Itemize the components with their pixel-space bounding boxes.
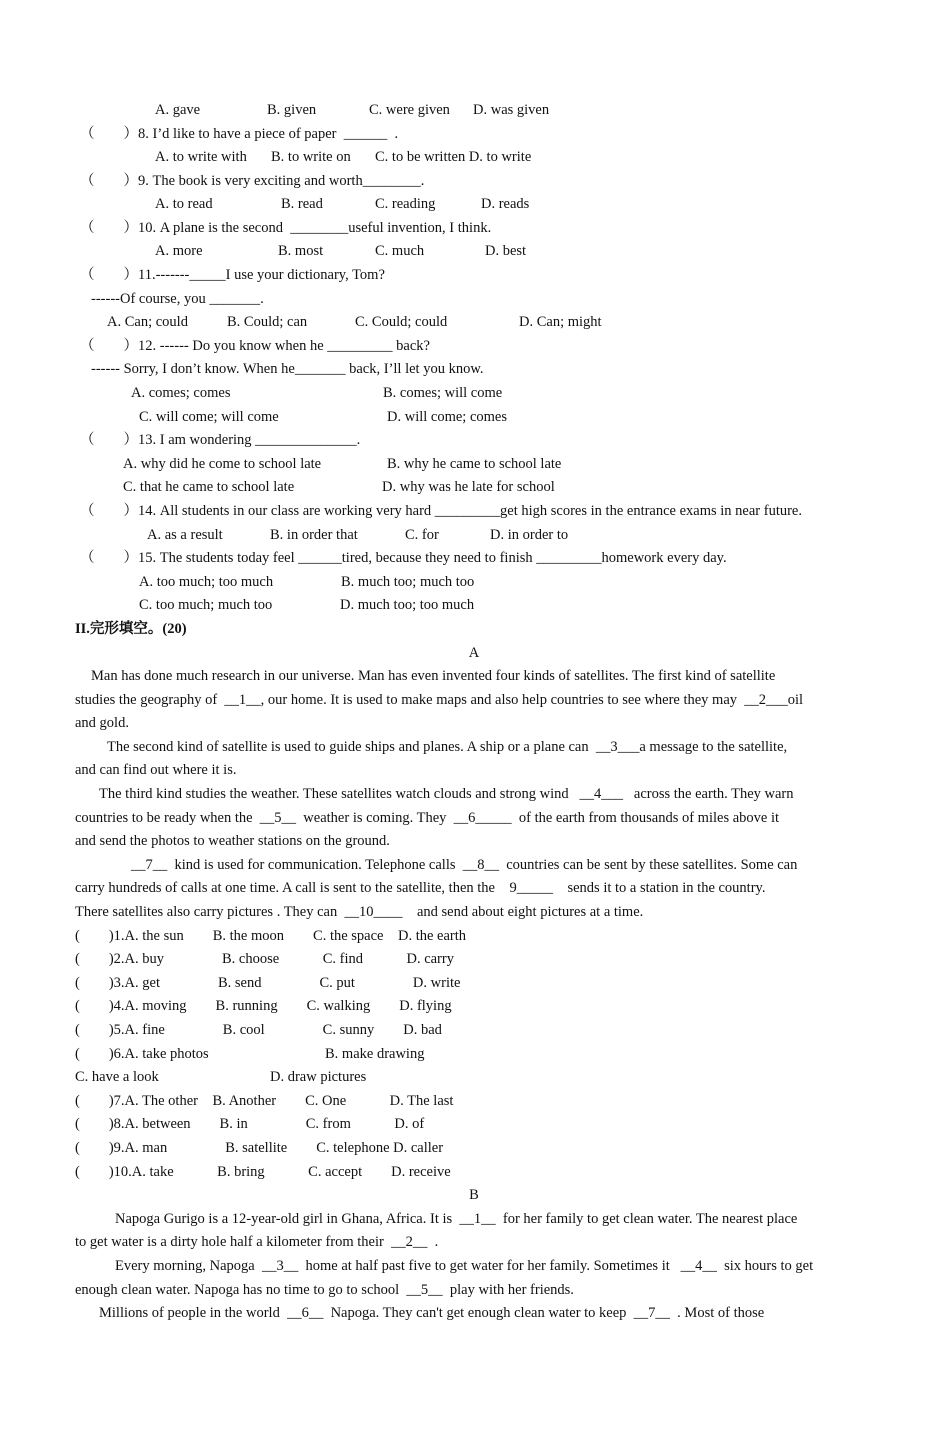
q12-option-a: A. comes; comes: [131, 385, 231, 401]
q14-option-d: D. in order to: [490, 527, 569, 543]
q11-option-c: C. Could; could: [355, 314, 448, 330]
question-12-reply: ------ Sorry, I don’t know. When he_______ back, I’ll let you know.: [91, 361, 484, 377]
q15-option-d: D. much too; too much: [340, 597, 475, 613]
passage-a-label: A: [468, 645, 480, 661]
passage-a-question-6-option-d: D. draw pictures: [270, 1069, 367, 1085]
q12-option-d: D. will come; comes: [387, 409, 508, 425]
q14-option-b: B. in order that: [270, 527, 358, 543]
passage-a-line: The third kind studies the weather. These satellites watch clouds and strong wind __4___ across the earth. They warn: [99, 786, 794, 802]
passage-a-line: countries to be ready when the __5__ weather is coming. They __6_____ of the earth from thousands of miles above it: [75, 810, 780, 826]
passage-a-question-7: ( )7.A. The other B. Another C. One D. The last: [75, 1093, 454, 1109]
q11-option-b: B. Could; can: [227, 314, 308, 330]
passage-a-line: and gold.: [75, 715, 129, 731]
q10-option-d: D. best: [485, 243, 527, 259]
question-9: （ ）9. The book is very exciting and worth________.: [80, 173, 425, 189]
passage-a-line: There satellites also carry pictures . They can __10____ and send about eight pictures at a time.: [75, 904, 644, 920]
q13-option-a: A. why did he come to school late: [123, 456, 322, 472]
passage-a-question-3: ( )3.A. get B. send C. put D. write: [75, 975, 461, 991]
passage-b-line: Napoga Gurigo is a 12-year-old girl in Ghana, Africa. It is __1__ for her family to get clean water. The nearest place: [115, 1211, 798, 1227]
passage-a-line: __7__ kind is used for communication. Telephone calls __8__ countries can be sent by these satellites. Some can: [131, 857, 798, 873]
q15-option-b: B. much too; much too: [341, 574, 475, 590]
passage-a-question-10: ( )10.A. take B. bring C. accept D. receive: [75, 1164, 451, 1180]
question-10: （ ）10. A plane is the second ________useful invention, I think.: [80, 220, 492, 236]
question-11: （ ）11.-------_____I use your dictionary, Tom?: [80, 267, 385, 283]
section-heading: II.完形填空。(20): [75, 621, 187, 637]
q10-option-b: B. most: [278, 243, 324, 259]
q15-option-c: C. too much; much too: [139, 597, 273, 613]
question-15: （ ）15. The students today feel ______tired, because they need to finish _________homework every day.: [80, 550, 727, 566]
passage-b-line: Every morning, Napoga __3__ home at half past five to get water for her family. Sometimes it __4__ six hours to get: [115, 1258, 814, 1274]
question-12: （ ）12. ------ Do you know when he _________ back?: [80, 338, 430, 354]
q13-option-c: C. that he came to school late: [123, 479, 295, 495]
q13-option-b: B. why he came to school late: [387, 456, 562, 472]
q8-option-a: A. to write with: [155, 149, 247, 165]
q13-option-d: D. why was he late for school: [382, 479, 555, 495]
passage-a-question-4: ( )4.A. moving B. running C. walking D. flying: [75, 998, 452, 1014]
passage-a-question-2: ( )2.A. buy B. choose C. find D. carry: [75, 951, 454, 967]
q7-option-a: A. gave: [155, 102, 201, 118]
q9-option-b: B. read: [281, 196, 323, 212]
passage-a-question-6: ( )6.A. take photos: [75, 1046, 209, 1062]
q14-option-c: C. for: [405, 527, 439, 543]
passage-a-question-5: ( )5.A. fine B. cool C. sunny D. bad: [75, 1022, 442, 1038]
q8-option-cd: C. to be written D. to write: [375, 149, 532, 165]
q11-option-a: A. Can; could: [107, 314, 188, 330]
q7-option-b: B. given: [267, 102, 317, 118]
passage-a-line: and send the photos to weather stations on the ground.: [75, 833, 390, 849]
q12-option-b: B. comes; will come: [383, 385, 503, 401]
q12-option-c: C. will come; will come: [139, 409, 279, 425]
question-11-reply: ------Of course, you _______.: [91, 291, 264, 307]
q7-option-d: D. was given: [473, 102, 550, 118]
passage-a-line: studies the geography of __1__, our home. It is used to make maps and also help countries to see where they may __2___oil: [75, 692, 804, 708]
question-8: （ ）8. I’d like to have a piece of paper ______ .: [80, 126, 399, 142]
question-14: （ ）14. All students in our class are working very hard _________get high scores in the entrance exams in near future.: [80, 503, 802, 519]
q14-option-a: A. as a result: [147, 527, 223, 543]
q7-option-c: C. were given: [369, 102, 450, 118]
passage-a-line: carry hundreds of calls at one time. A call is sent to the satellite, then the 9_____ sends it to a station in the country.: [75, 880, 766, 896]
passage-b-line: enough clean water. Napoga has no time to go to school __5__ play with her friends.: [75, 1282, 574, 1298]
q10-option-a: A. more: [155, 243, 203, 259]
passage-a-question-6-option-c: C. have a look: [75, 1069, 159, 1085]
passage-a-question-9: ( )9.A. man B. satellite C. telephone D. caller: [75, 1140, 444, 1156]
passage-a-line: and can find out where it is.: [75, 762, 237, 778]
q9-option-c: C. reading: [375, 196, 436, 212]
passage-a-line: The second kind of satellite is used to guide ships and planes. A ship or a plane can __3___a message to the satellite,: [107, 739, 788, 755]
q10-option-c: C. much: [375, 243, 425, 259]
passage-b-line: to get water is a dirty hole half a kilometer from their __2__ .: [75, 1234, 439, 1250]
passage-b-label: B: [469, 1187, 479, 1203]
q9-option-d: D. reads: [481, 196, 530, 212]
q11-option-d: D. Can; might: [519, 314, 602, 330]
q15-option-a: A. too much; too much: [139, 574, 274, 590]
passage-b-line: Millions of people in the world __6__ Napoga. They can't get enough clean water to keep __7__ . Most of those: [99, 1305, 765, 1321]
passage-a-line: Man has done much research in our universe. Man has even invented four kinds of satellites. The first kind of satellite: [91, 668, 776, 684]
passage-a-question-6-option-b: B. make drawing: [325, 1046, 425, 1062]
passage-a-question-8: ( )8.A. between B. in C. from D. of: [75, 1116, 425, 1132]
passage-a-question-1: ( )1.A. the sun B. the moon C. the space D. the earth: [75, 928, 467, 944]
question-13: （ ）13. I am wondering ______________.: [80, 432, 361, 448]
q9-option-a: A. to read: [155, 196, 213, 212]
q8-option-b: B. to write on: [271, 149, 351, 165]
